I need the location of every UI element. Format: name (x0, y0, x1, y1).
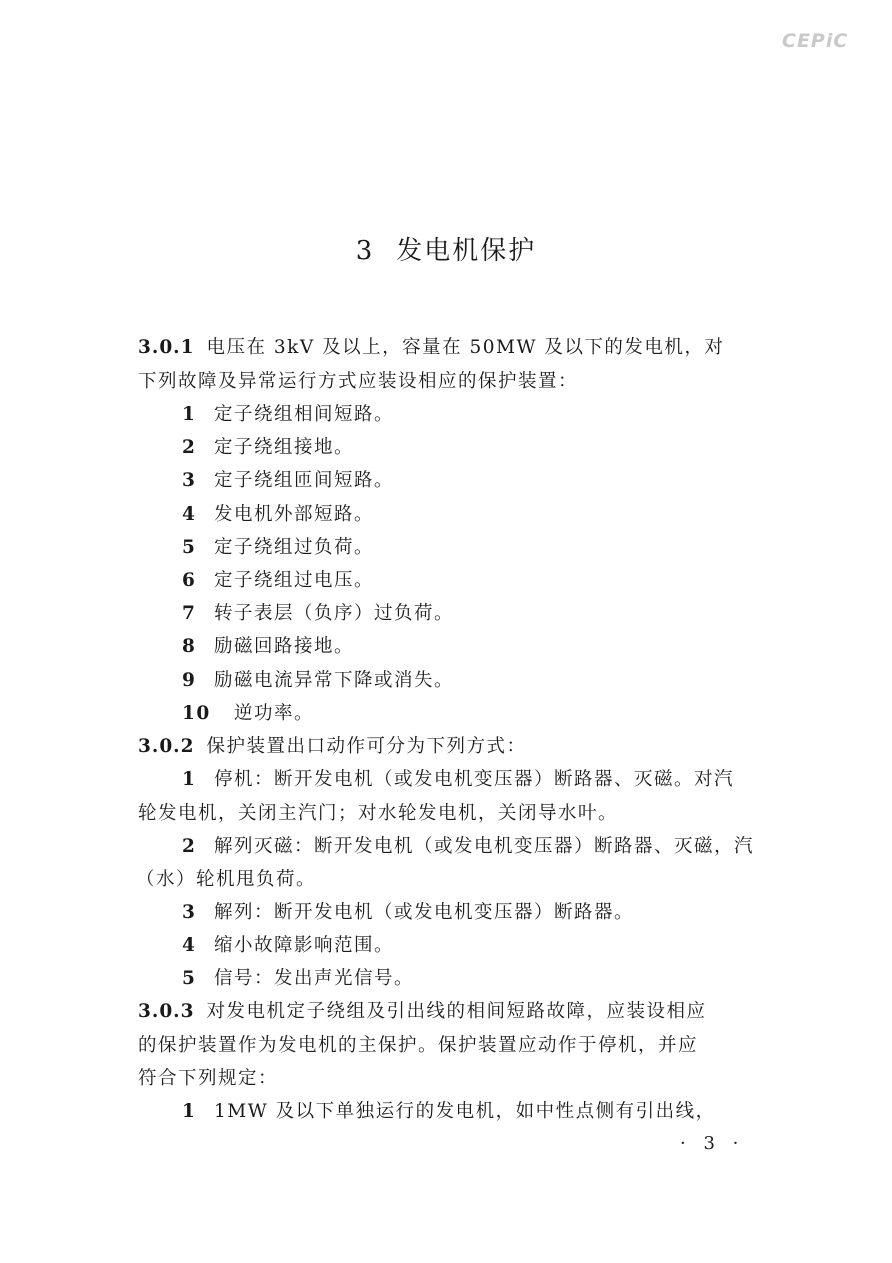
clause-number: 3.0.1 (138, 337, 195, 358)
list-item-continuation: 轮发电机，关闭主汽门；对水轮发电机，关闭导水叶。 (138, 803, 619, 824)
list-item (182, 835, 754, 859)
clause-text: 保护装置出口动作可分为下列方式： (206, 736, 527, 757)
item-text: 解列：断开发电机（或发电机变压器）断路器。 (214, 902, 635, 923)
item-number: 1 (182, 769, 197, 790)
list-item (182, 768, 734, 792)
item-text: 定子绕组过电压。 (214, 570, 375, 591)
item-text: 逆功率。 (234, 703, 315, 724)
item-text: 定子绕组匝间短路。 (214, 470, 395, 491)
watermark-logo: CEPiC (782, 30, 849, 52)
clause-number: 3.0.2 (138, 736, 195, 757)
page-number: · 3 · (680, 1133, 745, 1154)
item-text: 定子绕组接地。 (214, 437, 355, 458)
item-number: 10 (182, 703, 211, 724)
item-number: 4 (182, 504, 197, 525)
list-item (182, 901, 634, 925)
list-item (182, 934, 394, 958)
clause-number: 3.0.3 (138, 1001, 195, 1022)
item-number: 5 (182, 537, 197, 558)
list-item (182, 602, 454, 626)
item-number: 2 (182, 836, 197, 857)
item-text: 信号：发出声光信号。 (214, 968, 415, 989)
item-number: 6 (182, 570, 197, 591)
list-item (182, 503, 374, 527)
list-item (182, 635, 354, 659)
list-item (182, 967, 414, 991)
list-item (182, 436, 354, 460)
list-item (182, 1100, 716, 1124)
chapter-number: 3 (355, 236, 375, 266)
item-number: 2 (182, 437, 197, 458)
item-number: 3 (182, 470, 197, 491)
item-text: 解列灭磁：断开发电机（或发电机变压器）断路器、灭磁，汽 (214, 836, 755, 857)
clause-text: 对发电机定子绕组及引出线的相间短路故障，应装设相应 (206, 1001, 707, 1022)
clause-3-0-3-line-2: 的保护装置作为发电机的主保护。保护装置应动作于停机，并应 (138, 1035, 699, 1056)
list-item (182, 536, 374, 560)
item-text: 停机：断开发电机（或发电机变压器）断路器、灭磁。对汽 (214, 769, 735, 790)
item-text: 转子表层（负序）过负荷。 (214, 603, 455, 624)
list-item (182, 669, 454, 693)
list-item (182, 469, 394, 493)
list-item (182, 702, 314, 726)
list-item-continuation: （水）轮机甩负荷。 (136, 869, 317, 890)
clause-3-0-1-line-2: 下列故障及异常运行方式应装设相应的保护装置： (138, 371, 579, 392)
item-number: 1 (182, 404, 197, 425)
clause-3-0-3-line-3: 符合下列规定： (138, 1068, 279, 1089)
item-text: 励磁电流异常下降或消失。 (214, 670, 455, 691)
clause-3-0-2-line-1 (138, 735, 527, 759)
item-number: 7 (182, 603, 197, 624)
item-number: 5 (182, 968, 197, 989)
item-text: 1MW 及以下单独运行的发电机，如中性点侧有引出线， (214, 1101, 716, 1122)
item-number: 4 (182, 935, 197, 956)
item-text: 励磁回路接地。 (214, 636, 355, 657)
item-number: 8 (182, 636, 197, 657)
item-text: 缩小故障影响范围。 (214, 935, 395, 956)
chapter-title (0, 230, 892, 267)
chapter-title-text: 发电机保护 (396, 236, 537, 266)
clause-3-0-3-line-1 (138, 1000, 707, 1024)
list-item (182, 569, 374, 593)
item-text: 定子绕组相间短路。 (214, 404, 395, 425)
item-number: 1 (182, 1101, 197, 1122)
list-item (182, 403, 394, 427)
item-text: 定子绕组过负荷。 (214, 537, 375, 558)
item-number: 3 (182, 902, 197, 923)
item-number: 9 (182, 670, 197, 691)
clause-text: 电压在 3kV 及以上，容量在 50MW 及以下的发电机，对 (206, 337, 725, 358)
clause-3-0-1-line-1 (138, 336, 724, 360)
item-text: 发电机外部短路。 (214, 504, 375, 525)
